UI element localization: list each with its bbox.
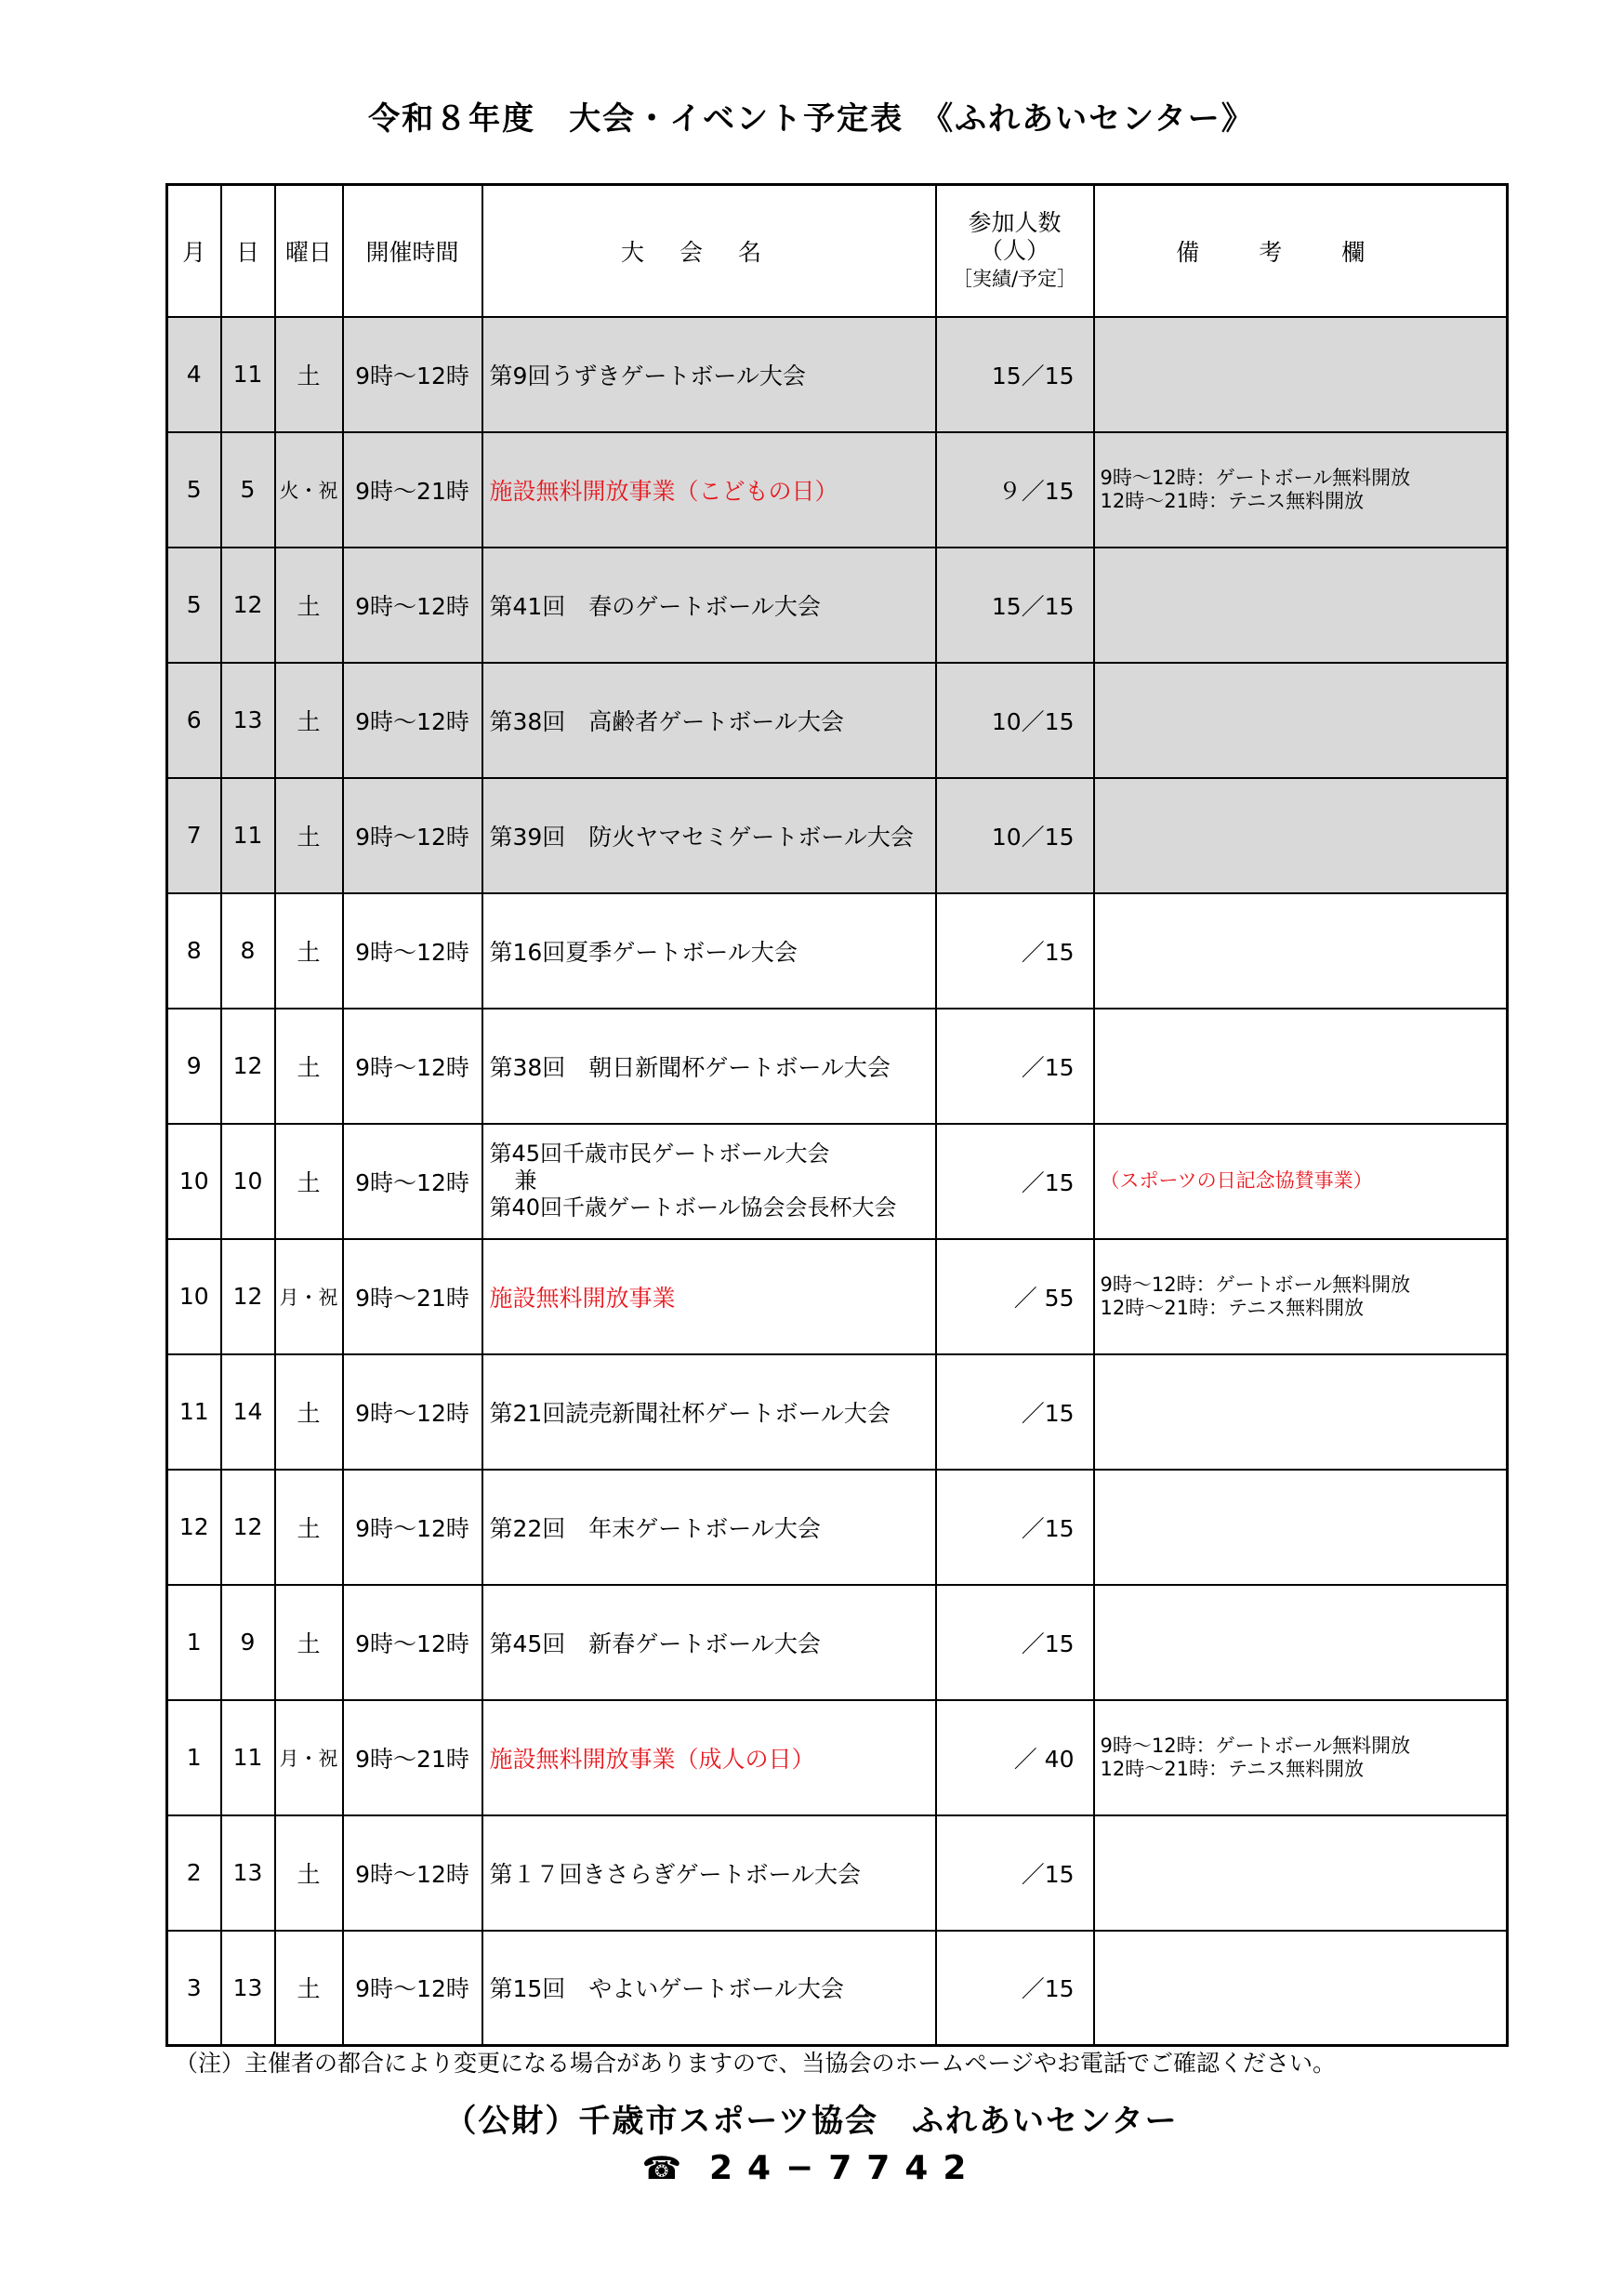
cell-month: 6 xyxy=(167,663,221,778)
cell-event-name: 第9回うずきゲートボール大会 xyxy=(482,317,936,432)
cell-time: 9時～21時 xyxy=(343,1239,482,1354)
cell-day: 11 xyxy=(221,317,275,432)
table-row xyxy=(167,663,1508,778)
cell-time: 9時～12時 xyxy=(343,548,482,663)
cell-month: 7 xyxy=(167,778,221,893)
cell-weekday: 土 xyxy=(275,1585,343,1700)
cell-participants: ／ 40 xyxy=(936,1700,1094,1815)
cell-day: 12 xyxy=(221,1009,275,1124)
remarks-line: 12時～21時：テニス無料開放 xyxy=(1100,1757,1365,1780)
cell-event-name: 施設無料開放事業（成人の日） xyxy=(482,1700,936,1815)
cell-weekday: 土 xyxy=(275,1815,343,1931)
cell-event-name: 第15回 やよいゲートボール大会 xyxy=(482,1931,936,2046)
cell-day: 12 xyxy=(221,1470,275,1585)
cell-participants: 15／15 xyxy=(936,548,1094,663)
cell-time: 9時～12時 xyxy=(343,1354,482,1470)
table-row xyxy=(167,1354,1508,1470)
cell-event-name: 第38回 高齢者ゲートボール大会 xyxy=(482,663,936,778)
cell-event-name: 第１７回きさらぎゲートボール大会 xyxy=(482,1815,936,1931)
cell-remarks xyxy=(1094,893,1508,1009)
table-row xyxy=(167,1239,1508,1354)
cell-day: 11 xyxy=(221,778,275,893)
cell-day: 13 xyxy=(221,1931,275,2046)
cell-participants: ／15 xyxy=(936,1009,1094,1124)
cell-event-name: 第38回 朝日新聞杯ゲートボール大会 xyxy=(482,1009,936,1124)
cell-weekday: 火・祝 xyxy=(275,432,343,548)
cell-time: 9時～12時 xyxy=(343,1009,482,1124)
cell-month: 10 xyxy=(167,1239,221,1354)
table-row xyxy=(167,893,1508,1009)
cell-month: 8 xyxy=(167,893,221,1009)
cell-participants: ／15 xyxy=(936,1815,1094,1931)
table-header-row xyxy=(167,185,1508,317)
cell-participants: ／ 55 xyxy=(936,1239,1094,1354)
cell-participants: ／15 xyxy=(936,1124,1094,1239)
remarks-line: 9時～12時：ゲートボール無料開放 xyxy=(1100,1273,1411,1296)
cell-day: 11 xyxy=(221,1700,275,1815)
cell-day: 8 xyxy=(221,893,275,1009)
cell-weekday: 土 xyxy=(275,893,343,1009)
cell-time: 9時～12時 xyxy=(343,893,482,1009)
table-row xyxy=(167,317,1508,432)
cell-weekday: 土 xyxy=(275,1124,343,1239)
cell-time: 9時～12時 xyxy=(343,663,482,778)
header-participants-line2: （人） xyxy=(979,236,1049,264)
phone-number: 24−7742 xyxy=(708,2149,982,2187)
cell-participants: ／15 xyxy=(936,893,1094,1009)
header-time: 開催時間 xyxy=(343,185,482,317)
header-event-name: 大会名 xyxy=(482,185,936,317)
cell-day: 10 xyxy=(221,1124,275,1239)
cell-time: 9時～21時 xyxy=(343,1700,482,1815)
cell-time: 9時～12時 xyxy=(343,317,482,432)
cell-weekday: 土 xyxy=(275,317,343,432)
cell-remarks xyxy=(1094,1470,1508,1585)
cell-month: 5 xyxy=(167,432,221,548)
table-row xyxy=(167,1124,1508,1239)
footnote: （注）主催者の都合により変更になる場合がありますので、当協会のホームページやお電話でご確認ください。 xyxy=(175,2050,1337,2077)
telephone-icon: ☎ xyxy=(641,2150,681,2187)
cell-month: 4 xyxy=(167,317,221,432)
cell-participants: 10／15 xyxy=(936,778,1094,893)
event-name-line: 第40回千歳ゲートボール協会会長杯大会 xyxy=(489,1194,897,1221)
cell-participants: ／15 xyxy=(936,1470,1094,1585)
cell-month: 3 xyxy=(167,1931,221,2046)
remarks-line: 12時～21時：テニス無料開放 xyxy=(1100,489,1365,512)
cell-remarks xyxy=(1094,1124,1508,1239)
cell-weekday: 土 xyxy=(275,548,343,663)
cell-remarks xyxy=(1094,1354,1508,1470)
remarks-line: 12時～21時：テニス無料開放 xyxy=(1100,1296,1365,1319)
cell-event-name: 第21回読売新聞社杯ゲートボール大会 xyxy=(482,1354,936,1470)
cell-month: 5 xyxy=(167,548,221,663)
remarks-line: （スポーツの日記念協賛事業） xyxy=(1100,1169,1373,1192)
cell-remarks xyxy=(1094,1931,1508,2046)
table-row xyxy=(167,1815,1508,1931)
cell-time: 9時～21時 xyxy=(343,432,482,548)
cell-weekday: 土 xyxy=(275,1009,343,1124)
cell-time: 9時～12時 xyxy=(343,1585,482,1700)
cell-participants: 15／15 xyxy=(936,317,1094,432)
cell-time: 9時～12時 xyxy=(343,1815,482,1931)
table-row xyxy=(167,548,1508,663)
table-row xyxy=(167,1009,1508,1124)
remarks-line: 9時～12時：ゲートボール無料開放 xyxy=(1100,1734,1411,1757)
cell-remarks xyxy=(1094,663,1508,778)
cell-remarks xyxy=(1094,1585,1508,1700)
cell-participants: ／15 xyxy=(936,1931,1094,2046)
cell-event-name: 施設無料開放事業（こどもの日） xyxy=(482,432,936,548)
cell-month: 12 xyxy=(167,1470,221,1585)
cell-remarks xyxy=(1094,778,1508,893)
cell-event-name: 第16回夏季ゲートボール大会 xyxy=(482,893,936,1009)
event-name-line: 兼 xyxy=(514,1168,537,1194)
cell-day: 12 xyxy=(221,548,275,663)
cell-day: 14 xyxy=(221,1354,275,1470)
table-row xyxy=(167,432,1508,548)
organization-name: （公財）千歳市スポーツ協会 ふれあいセンター xyxy=(444,2103,1179,2140)
table-row xyxy=(167,1585,1508,1700)
cell-remarks xyxy=(1094,317,1508,432)
header-month: 月 xyxy=(167,185,221,317)
cell-remarks xyxy=(1094,1009,1508,1124)
header-participants xyxy=(936,185,1094,317)
cell-month: 1 xyxy=(167,1585,221,1700)
cell-participants: 10／15 xyxy=(936,663,1094,778)
event-name-line: 第45回千歳市民ゲートボール大会 xyxy=(489,1141,830,1167)
cell-month: 11 xyxy=(167,1354,221,1470)
header-weekday: 曜日 xyxy=(275,185,343,317)
cell-weekday: 月・祝 xyxy=(275,1239,343,1354)
table-row xyxy=(167,1931,1508,2046)
cell-event-name: 第39回 防火ヤマセミゲートボール大会 xyxy=(482,778,936,893)
remarks-line: 9時～12時：ゲートボール無料開放 xyxy=(1100,466,1411,489)
cell-month: 2 xyxy=(167,1815,221,1931)
table-row xyxy=(167,1700,1508,1815)
cell-event-name: 第45回 新春ゲートボール大会 xyxy=(482,1585,936,1700)
cell-time: 9時～12時 xyxy=(343,778,482,893)
cell-day: 9 xyxy=(221,1585,275,1700)
table-row xyxy=(167,778,1508,893)
header-remarks: 備考欄 xyxy=(1094,185,1508,317)
cell-weekday: 土 xyxy=(275,1354,343,1470)
cell-participants: ／15 xyxy=(936,1354,1094,1470)
cell-weekday: 土 xyxy=(275,1931,343,2046)
cell-day: 5 xyxy=(221,432,275,548)
cell-month: 10 xyxy=(167,1124,221,1239)
header-day: 日 xyxy=(221,185,275,317)
cell-weekday: 土 xyxy=(275,663,343,778)
cell-remarks xyxy=(1094,1815,1508,1931)
cell-day: 12 xyxy=(221,1239,275,1354)
header-participants-line1: 参加人数 xyxy=(968,208,1062,236)
table-row xyxy=(167,1470,1508,1585)
cell-participants: ９／15 xyxy=(936,432,1094,548)
page-title: 令和８年度 大会・イベント予定表 《ふれあいセンター》 xyxy=(368,100,1255,138)
cell-time: 9時～12時 xyxy=(343,1931,482,2046)
cell-day: 13 xyxy=(221,663,275,778)
cell-remarks xyxy=(1094,548,1508,663)
cell-remarks xyxy=(1094,1239,1508,1354)
cell-weekday: 月・祝 xyxy=(275,1700,343,1815)
cell-event-name: 施設無料開放事業 xyxy=(482,1239,936,1354)
cell-weekday: 土 xyxy=(275,1470,343,1585)
cell-event-name xyxy=(482,1124,936,1239)
event-schedule-table xyxy=(165,183,1509,2047)
cell-remarks xyxy=(1094,1700,1508,1815)
cell-month: 1 xyxy=(167,1700,221,1815)
cell-time: 9時～12時 xyxy=(343,1124,482,1239)
header-participants-line3: ［実績/予定］ xyxy=(952,267,1077,290)
cell-participants: ／15 xyxy=(936,1585,1094,1700)
cell-event-name: 第41回 春のゲートボール大会 xyxy=(482,548,936,663)
cell-event-name: 第22回 年末ゲートボール大会 xyxy=(482,1470,936,1585)
phone-line xyxy=(0,2149,1623,2187)
cell-time: 9時～12時 xyxy=(343,1470,482,1585)
cell-remarks xyxy=(1094,432,1508,548)
cell-weekday: 土 xyxy=(275,778,343,893)
cell-day: 13 xyxy=(221,1815,275,1931)
cell-month: 9 xyxy=(167,1009,221,1124)
